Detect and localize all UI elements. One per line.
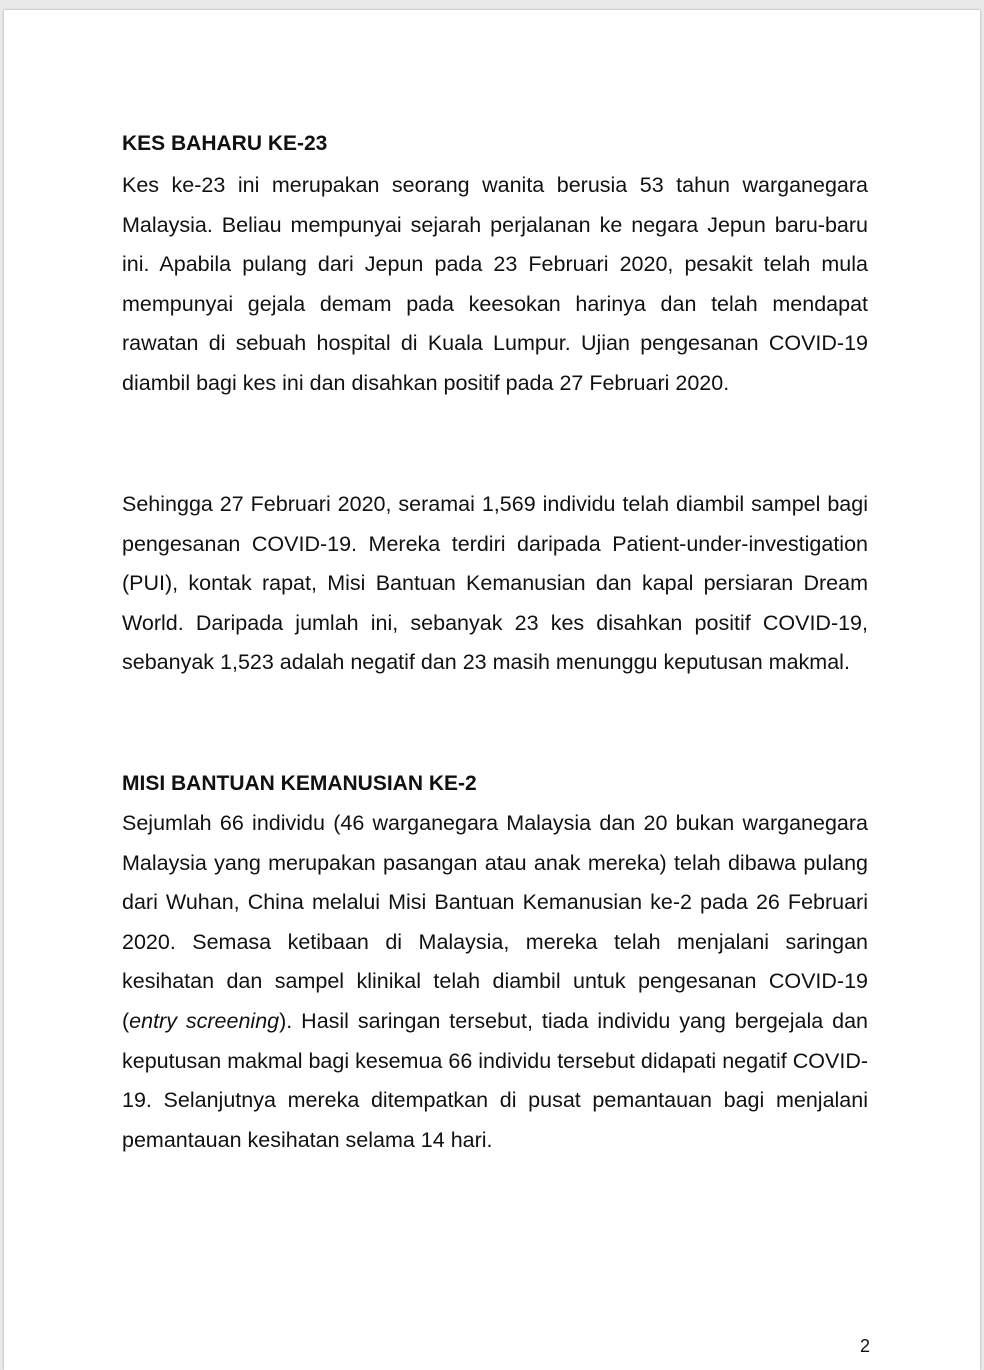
- paragraph-text-before-italic: Sejumlah 66 individu (46 warganegara Malaysia dan 20 bukan warganegara Malaysia yang merupakan pasangan atau anak mereka) telah dibawa pulang dari Wuhan, China melalui Misi Bantuan Kemanusian ke-2 pada 26 Februari 2020. Semasa ketibaan di Malaysia, mereka telah menjalani saringan kesihatan dan sampel klinikal telah diambil untuk pengesanan COVID-19 (: [122, 811, 868, 1033]
- page-number: 2: [859, 1336, 870, 1356]
- italic-entry-screening: entry screening: [129, 1008, 280, 1033]
- section-heading-kes-baharu: KES BAHARU KE-23: [122, 132, 328, 155]
- paragraph-case-23: Kes ke-23 ini merupakan seorang wanita berusia 53 tahun warganegara Malaysia. Beliau mempunyai sejarah perjalanan ke negara Jepun baru-baru ini. Apabila pulang dari Jepun pada 23 Februari 2020, pesakit telah mula mempunyai gejala demam pada keesokan harinya dan telah mendapat rawatan di sebuah hospital di Kuala Lumpur. Ujian pengesanan COVID-19 diambil bagi kes ini dan disahkan positif pada 27 Februari 2020.: [122, 173, 868, 395]
- paragraph-humanitarian-mission: [122, 804, 868, 1160]
- section-heading-misi-bantuan: MISI BANTUAN KEMANUSIAN KE-2: [122, 772, 477, 795]
- paragraph-sample-statistics: Sehingga 27 Februari 2020, seramai 1,569 individu telah diambil sampel bagi pengesanan COVID-19. Mereka terdiri daripada Patient-under-investigation (PUI), kontak rapat, Misi Bantuan Kemanusian dan kapal persiaran Dream World. Daripada jumlah ini, sebanyak 23 kes disahkan positif COVID-19, sebanyak 1,523 adalah negatif dan 23 masih menunggu keputusan makmal.: [122, 492, 868, 675]
- paragraph-text-after-italic: ). Hasil saringan tersebut, tiada individu yang bergejala dan keputusan makmal bagi kesemua 66 individu tersebut didapati negatif COVID-19. Selanjutnya mereka ditempatkan di pusat pemantauan bagi menjalani pemantauan kesihatan selama 14 hari.: [122, 1008, 869, 1152]
- document-page: [4, 10, 980, 1370]
